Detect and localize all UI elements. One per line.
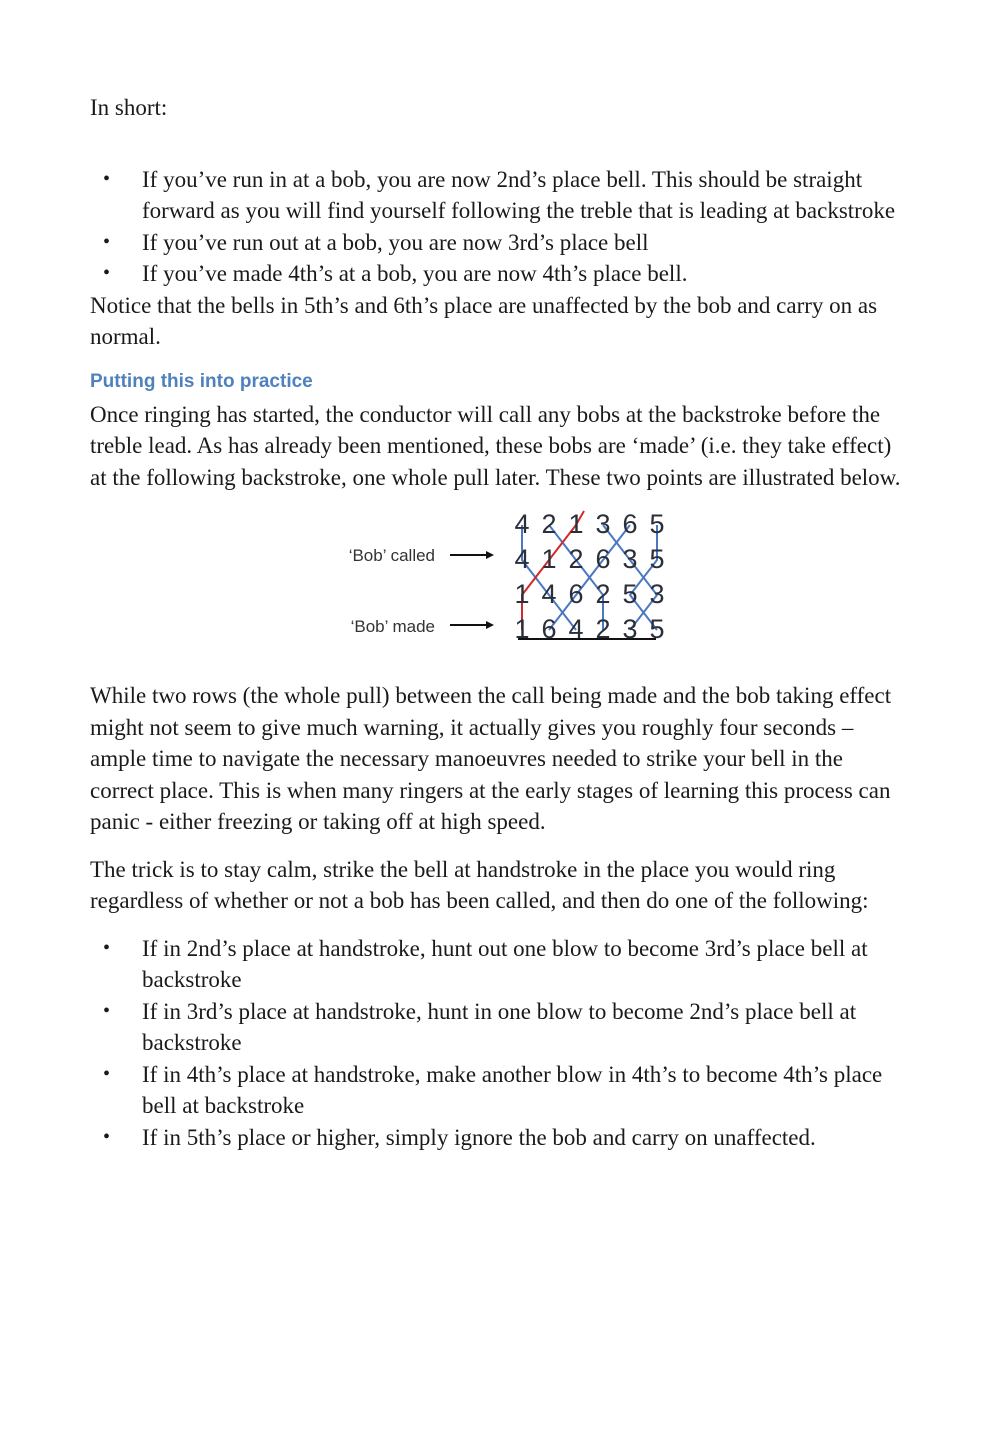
list-item bbox=[90, 996, 910, 1059]
bell-number: 6 bbox=[568, 579, 584, 609]
bell-number: 3 bbox=[595, 509, 611, 539]
bob-called-label: ‘Bob’ called bbox=[348, 546, 435, 565]
bullet-icon: • bbox=[103, 1062, 111, 1085]
list-item-text: If in 2nd’s place at handstroke, hunt out one blow to become 3rd’s place bell at backstroke bbox=[142, 935, 868, 992]
bell-number: 5 bbox=[649, 544, 665, 574]
list-item-text: If you’ve run in at a bob, you are now 2nd’s place bell. This should be straight forward as you will find yourself following the treble that is leading at backstroke bbox=[142, 166, 896, 223]
list-item-text: If you’ve made 4th’s at a bob, you are now 4th’s place bell. bbox=[142, 261, 688, 286]
bell-number: 5 bbox=[649, 614, 665, 644]
bell-number: 1 bbox=[514, 614, 530, 644]
bell-number: 4 bbox=[541, 579, 557, 609]
bell-number: 3 bbox=[622, 614, 638, 644]
while-paragraph: While two rows (the whole pull) between the call being made and the bob taking effect might not seem to give much warning, it actually gives you roughly four seconds – ample time to navigate the necessary manoeuvres needed to strike your bell in the correct place. This is when many ringers at the early stages of learning this process can panic - either freezing or taking off at high speed. bbox=[90, 683, 892, 834]
bullet-icon: • bbox=[103, 936, 111, 959]
bell-number: 2 bbox=[541, 509, 557, 539]
list-item bbox=[90, 1122, 910, 1154]
bob-places-list bbox=[90, 164, 910, 290]
list-item bbox=[90, 164, 910, 227]
bell-number: 1 bbox=[568, 509, 584, 539]
list-item-text: If in 3rd’s place at handstroke, hunt in one blow to become 2nd’s place bell at backstroke bbox=[142, 998, 857, 1055]
bob-diagram-figure bbox=[90, 505, 910, 655]
bell-number: 1 bbox=[514, 579, 530, 609]
bell-number: 5 bbox=[622, 579, 638, 609]
section-heading: Putting this into practice bbox=[90, 370, 313, 392]
bell-number: 4 bbox=[514, 509, 530, 539]
bell-number: 1 bbox=[541, 544, 557, 574]
bell-number: 4 bbox=[568, 614, 584, 644]
intro-text: In short: bbox=[90, 95, 168, 120]
list-item bbox=[90, 933, 910, 996]
list-item-text: If in 4th’s place at handstroke, make another blow in 4th’s to become 4th’s place bell at backstroke bbox=[142, 1061, 883, 1118]
bell-number: 6 bbox=[622, 509, 638, 539]
arrow-made-head bbox=[486, 621, 494, 629]
bell-number: 6 bbox=[595, 544, 611, 574]
list-item-text: If you’ve run out at a bob, you are now 3rd’s place bell bbox=[142, 229, 649, 255]
list-item bbox=[90, 227, 910, 259]
list-item bbox=[90, 258, 910, 290]
handstroke-list bbox=[90, 933, 910, 1154]
bullet-icon: • bbox=[103, 167, 111, 190]
bell-number: 3 bbox=[649, 579, 665, 609]
bob-made-label: ‘Bob’ made bbox=[350, 617, 435, 636]
list-item bbox=[90, 1059, 910, 1122]
bullet-icon: • bbox=[103, 262, 111, 284]
bell-number: 2 bbox=[595, 579, 611, 609]
bell-number: 5 bbox=[649, 509, 665, 539]
list-item-text: If in 5th’s place or higher, simply ignore the bob and carry on unaffected. bbox=[142, 1124, 816, 1150]
bell-number: 3 bbox=[622, 544, 638, 574]
practice-paragraph: Once ringing has started, the conductor will call any bobs at the backstroke before the treble lead. As has already been mentioned, these bobs are ‘made’ (i.e. they take effect) at the following backstroke, one whole pull later. These two points are illustrated below. bbox=[90, 401, 901, 490]
bullet-icon: • bbox=[103, 230, 111, 253]
bell-number: 4 bbox=[514, 544, 530, 574]
bullet-icon: • bbox=[103, 999, 111, 1022]
bob-diagram bbox=[90, 505, 910, 655]
bell-number: 2 bbox=[568, 544, 584, 574]
trick-paragraph: The trick is to stay calm, strike the bell at handstroke in the place you would ring regardless of whether or not a bob has been called, and then do one of the following: bbox=[90, 856, 869, 913]
arrow-called-head bbox=[486, 551, 494, 559]
bullet-icon: • bbox=[103, 1125, 111, 1148]
notice-paragraph: Notice that the bells in 5th’s and 6th’s place are unaffected by the bob and carry on as normal. bbox=[90, 292, 878, 349]
bell-number: 6 bbox=[541, 614, 557, 644]
bell-number: 2 bbox=[595, 614, 611, 644]
document-page bbox=[90, 92, 910, 1153]
